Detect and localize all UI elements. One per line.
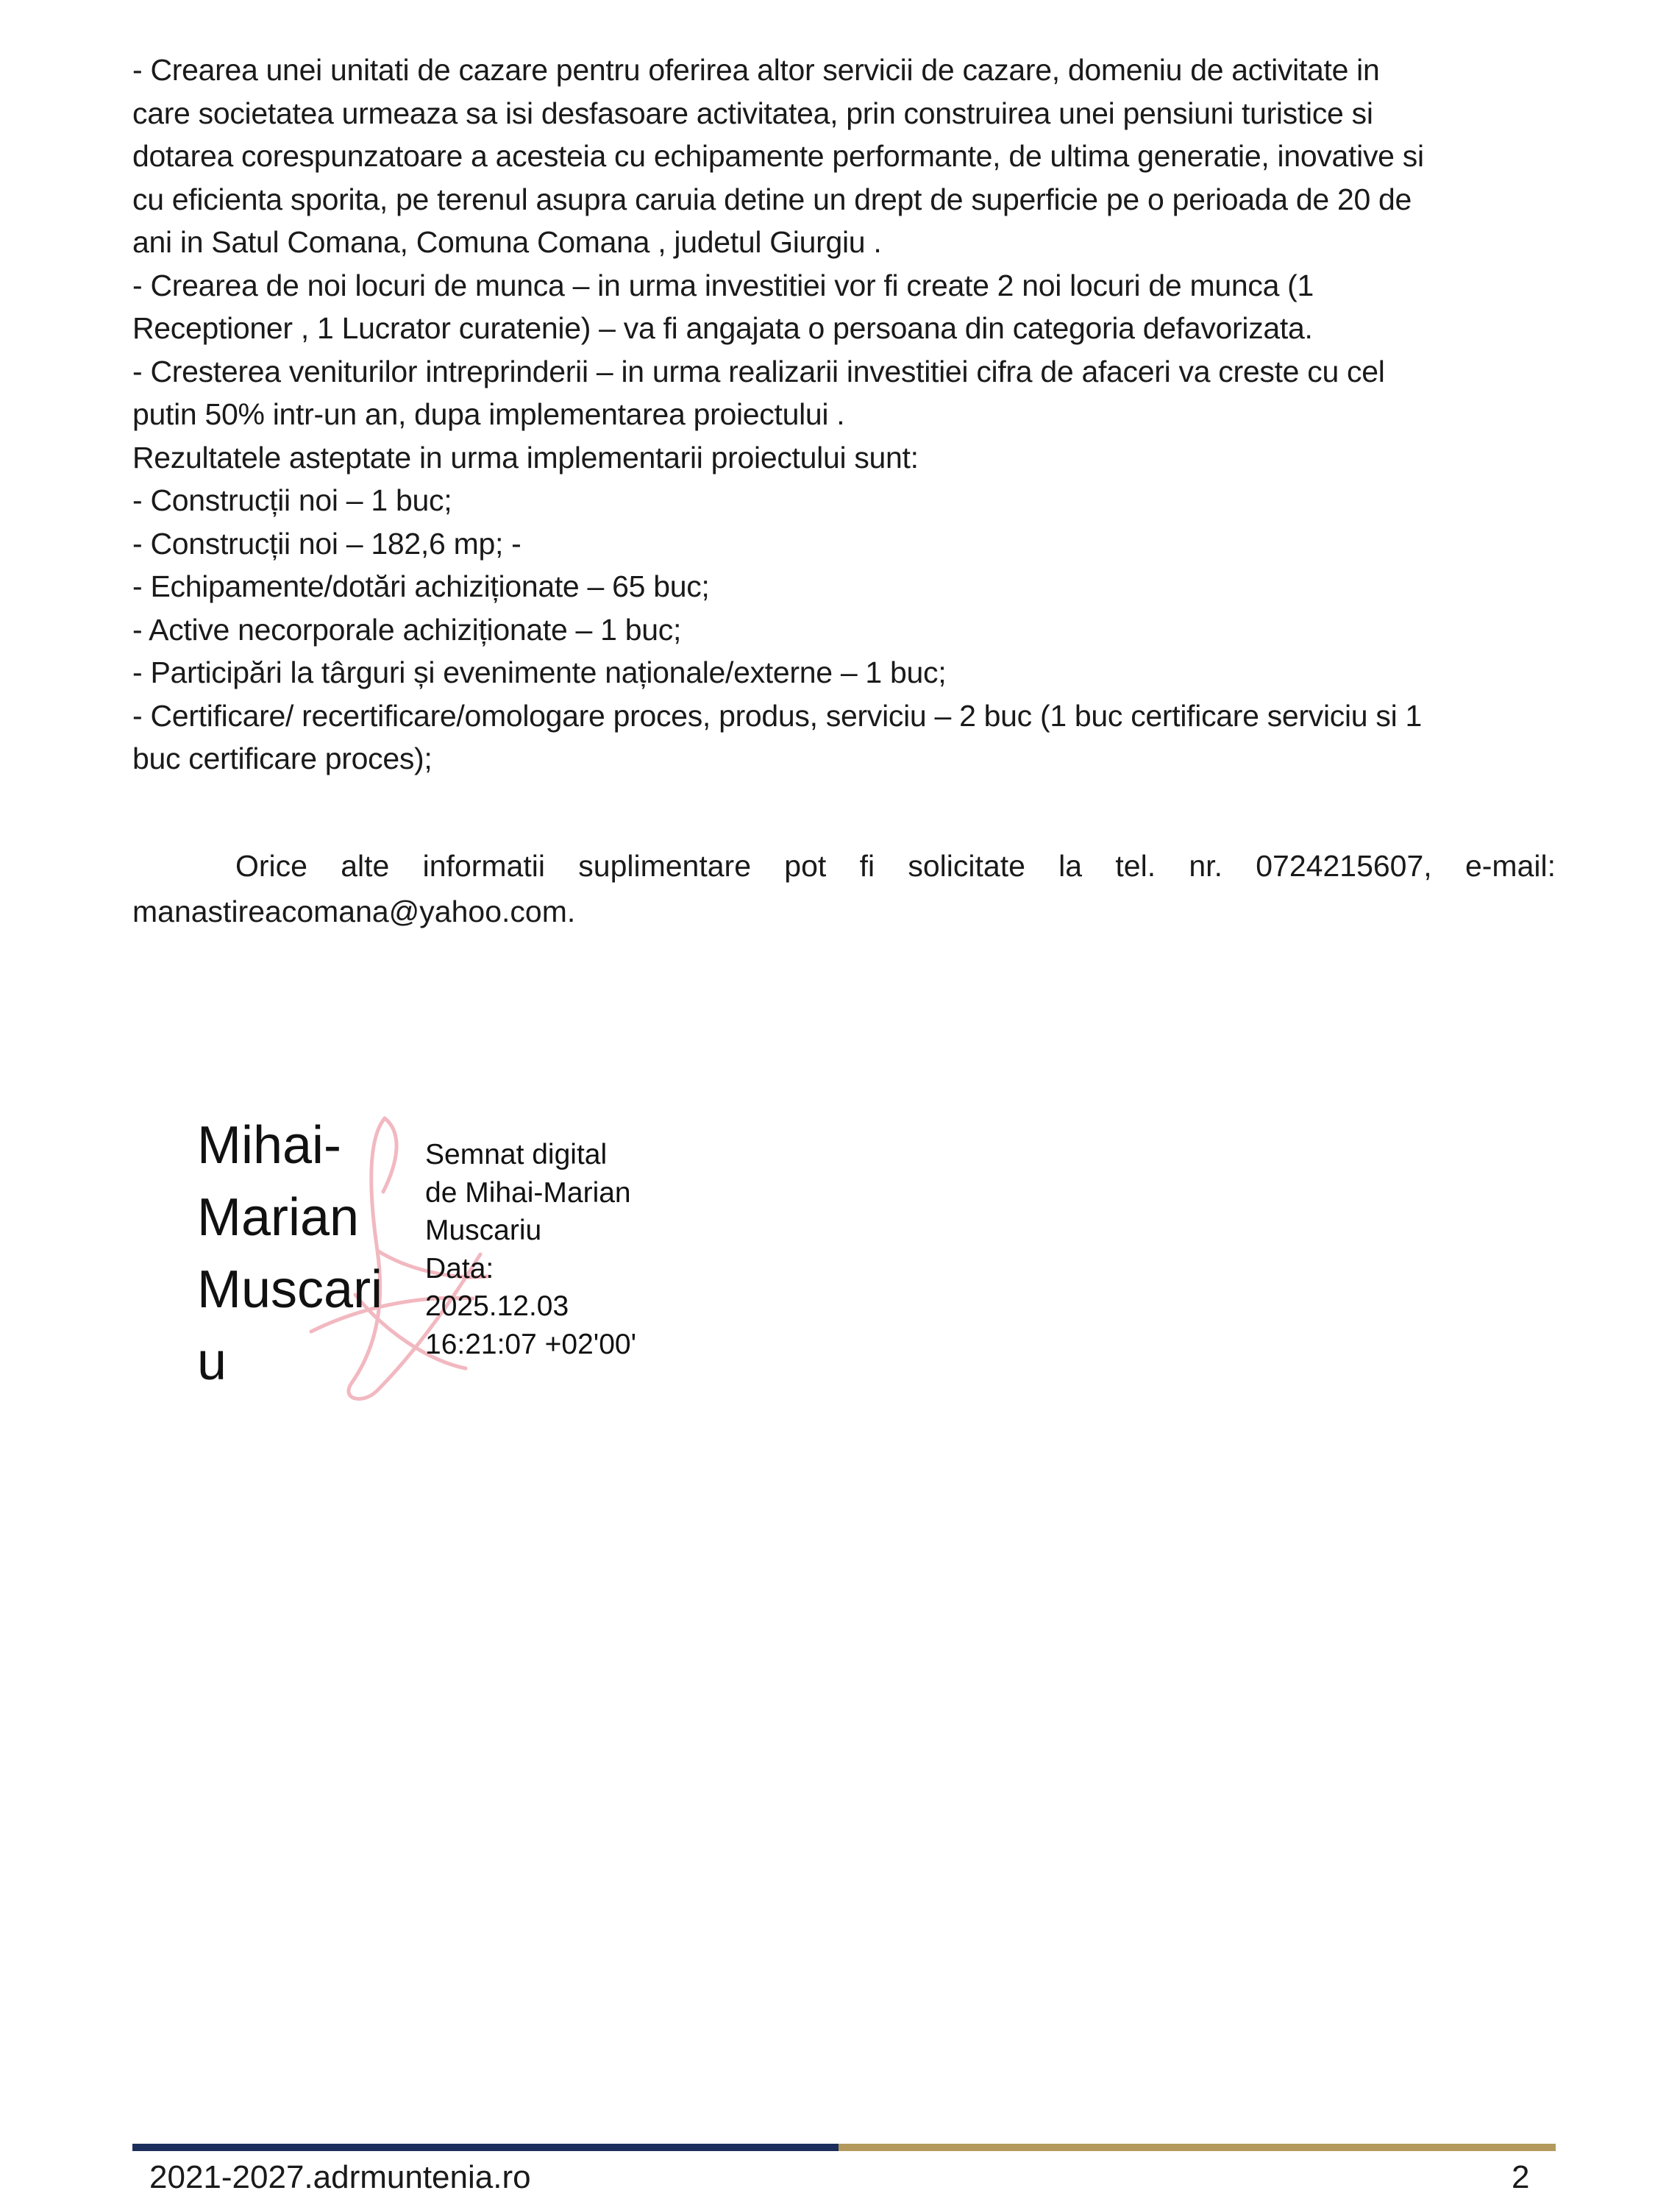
signature-detail-line: Data:	[425, 1252, 494, 1284]
signature-detail-line: de Mihai-Marian	[425, 1176, 631, 1209]
result-item: - Participări la târguri și evenimente naționale/externe – 1 buc;	[132, 655, 947, 689]
page-number: 2	[1512, 2159, 1530, 2195]
result-item: - Active necorporale achiziționate – 1 buc;	[132, 612, 682, 647]
signer-name-line: Mihai-	[197, 1116, 342, 1175]
signer-name-line: Marian	[197, 1188, 360, 1247]
signer-name-line: Muscari	[197, 1260, 383, 1319]
signature-detail-line: Muscariu	[425, 1215, 542, 1246]
result-item: buc certificare proces);	[132, 742, 433, 775]
contact-email[interactable]: manastireacomana@yahoo.com.	[132, 895, 576, 928]
contact-paragraph	[132, 843, 1556, 934]
body-line: - Crearea de noi locuri de munca – in urma investitiei vor fi create 2 noi locuri de munca (1	[132, 268, 1314, 302]
body-line: - Cresterea veniturilor intreprinderii – in urma realizarii investitiei cifra de afaceri va creste cu cel	[132, 354, 1385, 388]
body-line: dotarea corespunzatoare a acesteia cu echipamente performante, de ultima generatie, inovative si	[132, 139, 1424, 173]
footer-rule-navy	[132, 2144, 839, 2151]
results-heading: Rezultatele asteptate in urma implementarii proiectului sunt:	[132, 440, 919, 475]
signature-details	[425, 1136, 636, 1363]
signature-date: 2025.12.03	[425, 1290, 569, 1322]
body-line: cu eficienta sporita, pe terenul asupra caruia detine un drept de superficie pe o perioada de 20 de	[132, 182, 1412, 216]
footer-website[interactable]: 2021-2027.adrmuntenia.ro	[149, 2159, 531, 2195]
signature-detail-line: Semnat digital	[425, 1139, 608, 1170]
digital-signature	[197, 1104, 712, 1412]
body-line: - Crearea unei unitati de cazare pentru oferirea altor servicii de cazare, domeniu de activitate in	[132, 53, 1380, 87]
body-line: ani in Satul Comana, Comuna Comana , judetul Giurgiu .	[132, 225, 882, 259]
result-item: - Construcții noi – 1 buc;	[132, 483, 452, 517]
result-item: - Echipamente/dotări achiziționate – 65 buc;	[132, 569, 710, 603]
result-item: - Construcții noi – 182,6 mp; -	[132, 526, 522, 561]
footer-rule-gold	[839, 2144, 1556, 2151]
contact-line: Orice alte informatii suplimentare pot fi solicitate la tel. nr. 0724215607, e-mail:	[235, 849, 1556, 883]
body-line: putin 50% intr-un an, dupa implementarea proiectului .	[132, 397, 845, 431]
footer-rule	[132, 2144, 1556, 2151]
signer-name	[197, 1109, 382, 1398]
result-item: - Certificare/ recertificare/omologare proces, produs, serviciu – 2 buc (1 buc certificare serviciu si 1	[132, 698, 1422, 733]
body-line: Receptioner , 1 Lucrator curatenie) – va fi angajata o persoana din categoria defavorizata.	[132, 311, 1313, 345]
signature-time: 16:21:07 +02'00'	[425, 1328, 637, 1360]
signer-name-line: u	[197, 1332, 227, 1391]
body-line: care societatea urmeaza sa isi desfasoare activitatea, prin construirea unei pensiuni turistice si	[132, 96, 1373, 130]
body-text	[132, 49, 1556, 781]
